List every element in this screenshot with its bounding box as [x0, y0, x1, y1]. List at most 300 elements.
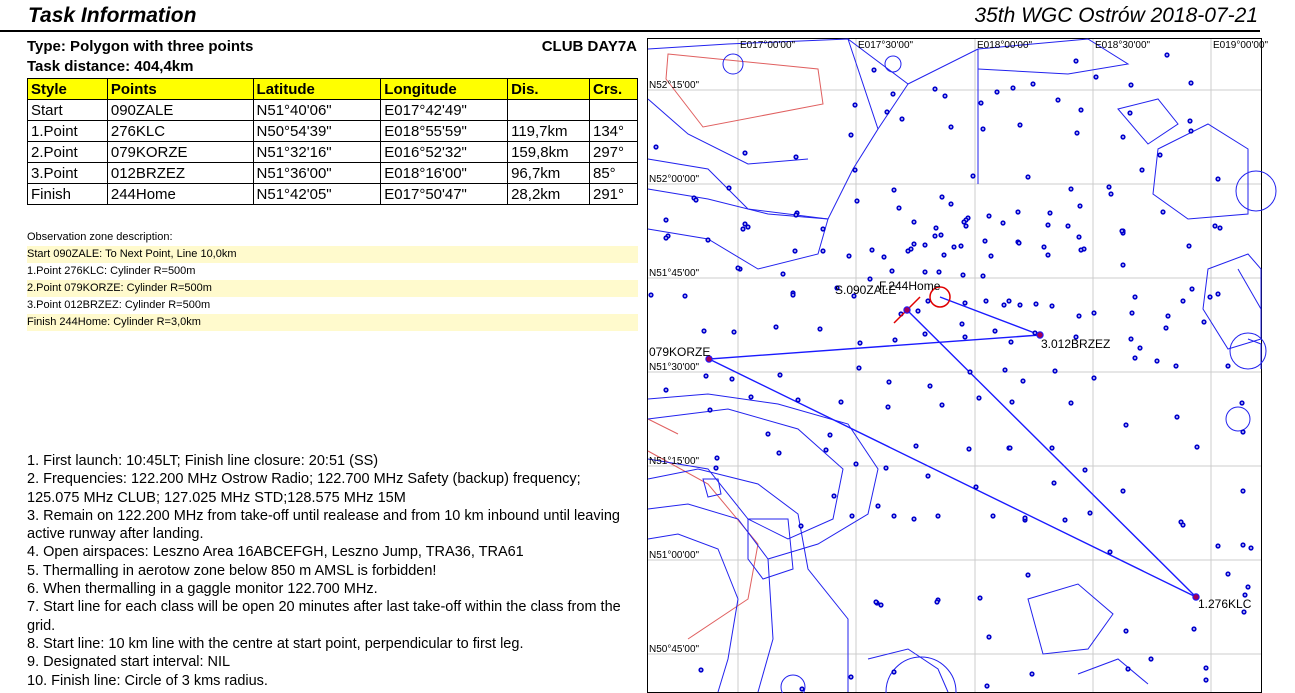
waypoint-dot-center: [907, 250, 909, 252]
waypoint-dot-center: [972, 175, 974, 177]
waypoint-dot-center: [1139, 347, 1141, 349]
waypoint-dot-center: [988, 636, 990, 638]
lon-label: E017°30'00": [858, 40, 914, 51]
waypoint-dot-center: [733, 331, 735, 333]
waypoint-dot-center: [940, 234, 942, 236]
col-points: Points: [107, 79, 253, 100]
waypoint-dot-center: [1051, 305, 1053, 307]
waypoint-dot-center: [1031, 673, 1033, 675]
waypoint-dot-center: [703, 330, 705, 332]
waypoint-dot-center: [819, 328, 821, 330]
waypoint-dot-center: [1134, 296, 1136, 298]
waypoint-dot-center: [893, 671, 895, 673]
waypoint-dot-center: [1008, 300, 1010, 302]
waypoint-dot-center: [1017, 211, 1019, 213]
cell: 2.Point: [28, 142, 108, 163]
note-item: 4. Open airspaces: Leszno Area 16ABCEFGH, Leszno Jump, TRA36, TRA61: [27, 544, 524, 561]
waypoint-dot-center: [891, 270, 893, 272]
waypoint-dot-center: [833, 495, 835, 497]
waypoint-dot-center: [927, 475, 929, 477]
waypoint-dot-center: [1182, 524, 1184, 526]
waypoint-dot-center: [963, 221, 965, 223]
waypoint-dot-center: [1180, 521, 1182, 523]
waypoint-dot-center: [960, 245, 962, 247]
waypoint-dot-center: [888, 381, 890, 383]
point1-label: 1.276KLC: [1198, 597, 1252, 611]
lat-label: N52°00'00": [649, 174, 700, 185]
waypoint-dot-center: [898, 207, 900, 209]
waypoint-dot-center: [797, 399, 799, 401]
task-club: CLUB DAY7A: [541, 38, 637, 55]
observation-heading: Observation zone description:: [27, 231, 173, 243]
waypoint-dot-center: [856, 200, 858, 202]
cell: N51°40'06": [253, 100, 381, 121]
waypoint-dot-center: [982, 128, 984, 130]
waypoint-dot-center: [986, 685, 988, 687]
waypoint-dot-center: [929, 385, 931, 387]
waypoint-dot-center: [731, 378, 733, 380]
event-title: 35th WGC Ostrów 2018-07-21: [974, 4, 1258, 27]
waypoint-dot-center: [1057, 99, 1059, 101]
waypoint-dot-center: [750, 396, 752, 398]
note-item: 10. Finish line: Circle of 3 kms radius.: [27, 672, 268, 689]
map-canvas[interactable]: [648, 39, 1269, 692]
note-item: 8. Start line: 10 km line with the centre at start point, perpendicular to first leg.: [27, 635, 524, 652]
task-map[interactable]: [647, 38, 1269, 693]
waypoint-dot-center: [1242, 490, 1244, 492]
cell: 079KORZE: [107, 142, 253, 163]
waypoint-dot-center: [1217, 545, 1219, 547]
waypoint-dot-center: [964, 302, 966, 304]
turnpoint-table: [27, 78, 638, 205]
observation-line: Finish 244Home: Cylinder R=3,0km: [27, 314, 638, 331]
waypoint-dot-center: [980, 102, 982, 104]
waypoint-dot-center: [1247, 586, 1249, 588]
cell: N51°36'00": [253, 163, 381, 184]
waypoint-dot-center: [655, 146, 657, 148]
cell: 3.Point: [28, 163, 108, 184]
waypoint-dot-center: [850, 134, 852, 136]
col-style: Style: [28, 79, 108, 100]
waypoint-dot-center: [1203, 321, 1205, 323]
cell: 96,7km: [508, 163, 590, 184]
waypoint-dot-center: [1205, 679, 1207, 681]
page-title: Task Information: [28, 4, 197, 27]
waypoint-dot-center: [854, 104, 856, 106]
waypoint-dot-center: [975, 486, 977, 488]
table-row: [28, 121, 638, 142]
lon-label: E019°00'00": [1213, 40, 1269, 51]
waypoint-dot-center: [825, 449, 827, 451]
waypoint-dot-center: [742, 228, 744, 230]
waypoint-dot-center: [715, 467, 717, 469]
waypoint-dot-center: [964, 336, 966, 338]
cell: 291°: [590, 184, 638, 205]
waypoint-dot-center: [1156, 360, 1158, 362]
waypoint-dot-center: [1084, 469, 1086, 471]
note-item: 6. When thermalling in a gaggle monitor 122.700 MHz.: [27, 581, 378, 598]
waypoint-dot-center: [1093, 377, 1095, 379]
waypoint-dot-center: [1024, 517, 1026, 519]
lat-label: N51°45'00": [649, 268, 700, 279]
waypoint-dot-center: [705, 375, 707, 377]
waypoint-dot-center: [859, 342, 861, 344]
observation-zone-section: [27, 229, 638, 331]
waypoint-dot-center: [924, 244, 926, 246]
waypoint-dot-center: [1219, 227, 1221, 229]
cell: 85°: [590, 163, 638, 184]
waypoint-dot-center: [1227, 573, 1229, 575]
waypoint-dot-center: [1217, 293, 1219, 295]
waypoint-dot-center: [1109, 551, 1111, 553]
waypoint-dot-center: [1047, 224, 1049, 226]
waypoint-dot-center: [950, 203, 952, 205]
waypoint-dot-center: [1217, 178, 1219, 180]
waypoint-dot-center: [707, 239, 709, 241]
cell: Start: [28, 100, 108, 121]
waypoint-dot-center: [927, 300, 929, 302]
waypoint-dot-center: [962, 274, 964, 276]
waypoint-dot-center: [938, 271, 940, 273]
waypoint-dot-center: [1196, 446, 1198, 448]
point3-label: 3.012BRZEZ: [1041, 337, 1111, 351]
lon-label: E018°00'00": [977, 40, 1033, 51]
waypoint-dot-center: [943, 254, 945, 256]
waypoint-dot-center: [978, 397, 980, 399]
cell: N51°32'16": [253, 142, 381, 163]
waypoint-dot-center: [979, 597, 981, 599]
waypoint-dot-center: [996, 91, 998, 93]
page-header: [0, 0, 1260, 32]
map-grid: [648, 39, 1261, 692]
airspace-outlines: [648, 39, 1261, 692]
note-item: 2. Frequencies: 122.200 MHz Ostrow Radio; 122.700 MHz Safety (backup) frequency; 125.075 MHz CLUB; 127.025 MHz STD;128.575 MHz 15M: [27, 471, 581, 506]
lat-label: N51°15'00": [649, 456, 700, 467]
waypoint-dot-center: [650, 294, 652, 296]
waypoint-dot-center: [1191, 288, 1193, 290]
waypoint-dot-center: [1122, 264, 1124, 266]
task-type: Type: Polygon with three points: [27, 38, 254, 55]
waypoint-dot-center: [1018, 242, 1020, 244]
waypoint-dot-center: [1011, 401, 1013, 403]
waypoint-dot-center: [883, 256, 885, 258]
waypoint-dot-center: [1070, 402, 1072, 404]
cell: [508, 100, 590, 121]
waypoint-dot-center: [792, 294, 794, 296]
waypoint-dot-center: [851, 515, 853, 517]
waypoint-dot-center: [941, 196, 943, 198]
waypoint-dot-center: [1193, 628, 1195, 630]
waypoint-dot-center: [892, 93, 894, 95]
waypoint-dot-center: [1078, 315, 1080, 317]
table-row: [28, 163, 638, 184]
waypoint-dot-center: [1108, 186, 1110, 188]
waypoint-dot-center: [775, 326, 777, 328]
waypoint-dot-center: [1131, 312, 1133, 314]
waypoint-dot-center: [1250, 547, 1252, 549]
waypoint-dot-center: [1051, 447, 1053, 449]
waypoint-dot-center: [915, 445, 917, 447]
waypoint-dot-center: [961, 323, 963, 325]
waypoint-dot-center: [1067, 225, 1069, 227]
waypoint-dot-center: [1043, 246, 1045, 248]
waypoint-dot-center: [869, 278, 871, 280]
waypoint-dot-center: [969, 371, 971, 373]
cell: 134°: [590, 121, 638, 142]
waypoint-dot-center: [709, 409, 711, 411]
waypoint-dot-center: [950, 126, 952, 128]
waypoint-dot-center: [910, 248, 912, 250]
waypoint-dot-center: [1053, 482, 1055, 484]
waypoint-dot-center: [1093, 312, 1095, 314]
waypoint-dot-center: [1241, 402, 1243, 404]
cell: 012BRZEZ: [107, 163, 253, 184]
waypoint-dot-center: [801, 688, 803, 690]
waypoint-dot-center: [795, 156, 797, 158]
waypoint-dot-center: [855, 463, 857, 465]
waypoint-dot-center: [984, 240, 986, 242]
waypoint-dot-center: [880, 604, 882, 606]
task-distance: Task distance: 404,4km: [27, 58, 194, 75]
waypoint-dot-center: [1205, 667, 1207, 669]
waypoint-dot-center: [1079, 205, 1081, 207]
waypoint-dot-center: [1162, 211, 1164, 213]
waypoint-dot-center: [913, 518, 915, 520]
waypoint-dot-center: [1243, 611, 1245, 613]
waypoint-dot-center: [779, 374, 781, 376]
col-course: Crs.: [590, 79, 638, 100]
waypoint-dot-center: [894, 339, 896, 341]
waypoint-dot-center: [1076, 132, 1078, 134]
waypoint-dot-center: [1019, 304, 1021, 306]
waypoint-dot-center: [1019, 124, 1021, 126]
waypoint-dot-center: [937, 515, 939, 517]
waypoint-dot-center: [737, 267, 739, 269]
waypoint-dot-center: [829, 434, 831, 436]
waypoint-dot-center: [744, 223, 746, 225]
waypoint-dot-center: [858, 367, 860, 369]
cell: 297°: [590, 142, 638, 163]
waypoint-dot-center: [1125, 424, 1127, 426]
lat-label: N50°45'00": [649, 644, 700, 655]
waypoint-dot-center: [1078, 236, 1080, 238]
note-item: 1. First launch: 10:45LT; Finish line closure: 20:51 (SS): [27, 453, 379, 469]
observation-line: 3.Point 012BRZEZ: Cylinder R=500m: [27, 299, 211, 311]
waypoint-dot-center: [848, 255, 850, 257]
note-item: 3. Remain on 122.200 MHz from take-off until realease and from 10 km inbound until leaving active runway after landing.: [27, 507, 620, 543]
waypoint-dot-center: [988, 215, 990, 217]
task-panel: [27, 38, 639, 205]
waypoint-dot-center: [944, 95, 946, 97]
lon-label: E017°00'00": [740, 40, 796, 51]
waypoint-dot-center: [1121, 230, 1123, 232]
waypoint-dot-center: [778, 452, 780, 454]
waypoint-dot-center: [873, 69, 875, 71]
waypoint-dot-center: [665, 389, 667, 391]
waypoint-dot-center: [992, 515, 994, 517]
waypoint-dot-center: [1035, 303, 1037, 305]
waypoint-dot-center: [850, 676, 852, 678]
waypoint-dot-center: [1080, 109, 1082, 111]
cell: N51°42'05": [253, 184, 381, 205]
waypoint-dot-center: [1004, 369, 1006, 371]
waypoint-dot-center: [1009, 447, 1011, 449]
waypoint-dot-center: [747, 226, 749, 228]
waypoint-dot-center: [1141, 169, 1143, 171]
start-label: S.090ZALE: [835, 283, 897, 297]
waypoint-dot-center: [982, 275, 984, 277]
waypoint-dot-center: [1188, 245, 1190, 247]
waypoint-dot-center: [1012, 87, 1014, 89]
observation-line: 1.Point 276KLC: Cylinder R=500m: [27, 265, 196, 277]
waypoint-dot-center: [1242, 544, 1244, 546]
waypoint-dot-center: [1167, 315, 1169, 317]
note-item: 9. Designated start interval: NIL: [27, 654, 231, 671]
waypoint-dot-center: [1175, 365, 1177, 367]
cell: 119,7km: [508, 121, 590, 142]
waypoint-dot-center: [913, 243, 915, 245]
waypoint-dot-center: [968, 448, 970, 450]
waypoint-dot-center: [782, 273, 784, 275]
cell: 244Home: [107, 184, 253, 205]
cell: 159,8km: [508, 142, 590, 163]
start-marker[interactable]: [904, 307, 910, 313]
waypoint-dot-center: [941, 404, 943, 406]
waypoint-dot-center: [1189, 120, 1191, 122]
task-route: [709, 297, 1196, 597]
waypoint-dot-center: [744, 152, 746, 154]
waypoint-dot-center: [1242, 431, 1244, 433]
cell: 1.Point: [28, 121, 108, 142]
waypoint-dot-center: [893, 189, 895, 191]
waypoint-dot-center: [1129, 112, 1131, 114]
waypoint-dot-center: [1214, 225, 1216, 227]
waypoint-dot-center: [1127, 668, 1129, 670]
waypoint-dot-center: [684, 295, 686, 297]
waypoint-dot-center: [1064, 519, 1066, 521]
waypoint-dot-center: [1054, 370, 1056, 372]
waypoint-dot-center: [913, 221, 915, 223]
waypoint-dot-center: [1075, 60, 1077, 62]
waypoint-dot-center: [1130, 338, 1132, 340]
cell: E017°42'49": [381, 100, 508, 121]
cell: E017°50'47": [381, 184, 508, 205]
waypoint-dot-center: [1166, 54, 1168, 56]
col-longitude: Longitude: [381, 79, 508, 100]
table-row: [28, 184, 638, 205]
waypoint-dot-center: [1080, 249, 1082, 251]
waypoint-dot-center: [1110, 193, 1112, 195]
waypoint-dot-center: [1182, 300, 1184, 302]
waypoint-dot-center: [924, 333, 926, 335]
table-row: [28, 142, 638, 163]
cell: 276KLC: [107, 121, 253, 142]
waypoint-dot-center: [1125, 630, 1127, 632]
lat-label: N51°00'00": [649, 550, 700, 561]
waypoint-dot-center: [1190, 82, 1192, 84]
waypoint-dot-center: [1070, 188, 1072, 190]
waypoint-dot-center: [1130, 84, 1132, 86]
point2-label: 079KORZE: [649, 345, 711, 359]
task-notes: [27, 452, 627, 690]
waypoint-dot-center: [877, 505, 879, 507]
waypoint-dot-center: [1165, 327, 1167, 329]
waypoint-dot-center: [1022, 380, 1024, 382]
waypoint-dot-center: [953, 246, 955, 248]
waypoint-dot-center: [1134, 357, 1136, 359]
waypoint-dot-center: [1049, 212, 1051, 214]
waypoint-dot-center: [695, 199, 697, 201]
waypoint-dot-center: [887, 406, 889, 408]
note-item: 7. Start line for each class will be open 20 minutes after last take-off within the class from the grid.: [27, 599, 621, 634]
waypoint-dot-center: [1034, 332, 1036, 334]
waypoint-dot-center: [917, 310, 919, 312]
waypoint-dot-center: [924, 271, 926, 273]
waypoint-dot-center: [1159, 154, 1161, 156]
waypoint-dot-center: [794, 250, 796, 252]
waypoint-dot-center: [665, 219, 667, 221]
waypoint-dot-center: [871, 249, 873, 251]
observation-line: Start 090ZALE: To Next Point, Line 10,0km: [27, 246, 638, 263]
waypoint-dot-center: [1027, 176, 1029, 178]
waypoint-dot-center: [935, 227, 937, 229]
col-latitude: Latitude: [253, 79, 381, 100]
waypoint-dot-center: [965, 225, 967, 227]
cell: Finish: [28, 184, 108, 205]
waypoint-dot-center: [885, 467, 887, 469]
table-row: [28, 100, 638, 121]
waypoint-dot-center: [665, 237, 667, 239]
waypoint-dot-center: [994, 330, 996, 332]
waypoint-dot-center: [934, 235, 936, 237]
waypoint-dot-center: [875, 601, 877, 603]
cell: E018°55'59": [381, 121, 508, 142]
waypoint-dot-center: [934, 88, 936, 90]
table-header-row: [28, 79, 638, 100]
lat-label: N52°15'00": [649, 80, 700, 91]
waypoint-dot-center: [1150, 658, 1152, 660]
waypoint-dot-center: [893, 515, 895, 517]
waypoint-dot-center: [1190, 130, 1192, 132]
waypoint-dot-center: [1027, 574, 1029, 576]
waypoint-dot-center: [1010, 341, 1012, 343]
cell: 28,2km: [508, 184, 590, 205]
waypoint-dot-center: [1032, 83, 1034, 85]
waypoint-dot-center: [1176, 416, 1178, 418]
waypoint-dot-center: [1227, 365, 1229, 367]
cell: N50°54'39": [253, 121, 381, 142]
waypoint-dot-center: [840, 401, 842, 403]
waypoint-dot-center: [886, 111, 888, 113]
waypoint-dot-center: [1244, 594, 1246, 596]
waypoint-dot-center: [822, 228, 824, 230]
waypoint-dot-center: [1095, 76, 1097, 78]
waypoint-dot-center: [990, 255, 992, 257]
waypoint-dot-center: [985, 300, 987, 302]
waypoint-dot-center: [1122, 490, 1124, 492]
cell: E016°52'32": [381, 142, 508, 163]
waypoint-dot-center: [854, 169, 856, 171]
finish-label: F.244Home: [879, 279, 941, 293]
waypoint-dot-center: [716, 457, 718, 459]
waypoint-dot-center: [1002, 222, 1004, 224]
waypoint-dot-center: [1003, 304, 1005, 306]
waypoint-dot-center: [1122, 136, 1124, 138]
waypoint-dot-center: [901, 118, 903, 120]
col-distance: Dis.: [508, 79, 590, 100]
cell: E018°16'00": [381, 163, 508, 184]
cell: 090ZALE: [107, 100, 253, 121]
